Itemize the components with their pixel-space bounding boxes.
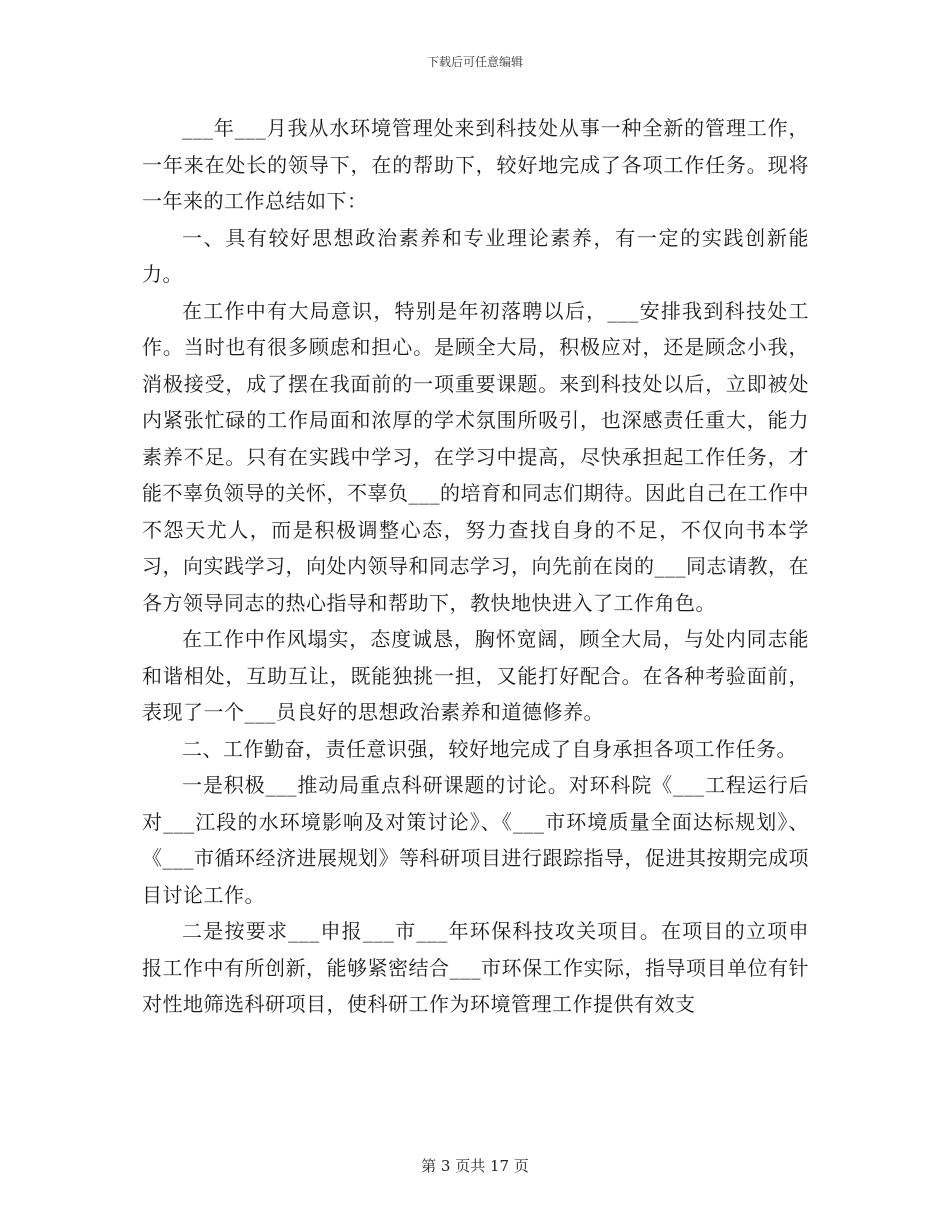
paragraph-heading-one: 一、具有较好思想政治素养和专业理论素养，有一定的实践创新能力。 (142, 225, 809, 286)
document-body (142, 110, 809, 1023)
page-number: 第 3 页共 17 页 (421, 1157, 529, 1175)
paragraph-heading-two: 二、工作勤奋，责任意识强，较好地完成了自身承担各项工作任务。 (182, 736, 797, 761)
paragraph-research-topics: 一是积极___推动局重点科研课题的讨论。对环科院《___工程运行后对___江段的水环境影响及对策讨论》、《___市环境质量全面达标规划》、《___市循环经济进展规划》等科研项目进行跟踪指导，促进其按期完成项目讨论工作。 (142, 773, 809, 907)
paragraph-big-picture: 在工作中有大局意识，特别是年初落聘以后，___安排我到科技处工作。当时也有很多顾虑和担心。是顾全大局，积极应对，还是顾念小我，消极接受，成了摆在我面前的一项重要课题。来到科技处以后，立即被处内紧张忙碌的工作局面和浓厚的学术氛围所吸引，也深感责任重大，能力素养不足。只有在实践中学习，在学习中提高，尽快承担起工作任务，才能不辜负领导的关怀，不辜负___的培育和同志们期待。因此自己在工作中不怨天尤人，而是积极调整心态，努力查找自身的不足，不仅向书本学习，向实践学习，向处内领导和同志学习，向先前在岗的___同志请教，在各方领导同志的热心指导和帮助下，教快地快进入了工作角色。 (142, 298, 809, 615)
paragraph-work-style: 在工作中作风塌实，态度诚恳，胸怀宽阔，顾全大局，与处内同志能和谐相处，互助互让，既能独挑一担，又能打好配合。在各种考验面前，表现了一个___员良好的思想政治素养和道德修养。 (142, 627, 809, 724)
paragraph-project-application: 二是按要求___申报___市___年环保科技攻关项目。在项目的立项申报工作中有所创新，能够紧密结合___市环保工作实际，指导项目单位有针对性地筛选科研项目，使科研工作为环境管理工作提供有效支 (142, 919, 809, 1016)
paragraph-intro: ___年___月我从水环境管理处来到科技处从事一种全新的管理工作，一年来在处长的领导下，在的帮助下，较好地完成了各项工作任务。现将一年来的工作总结如下： (142, 116, 809, 213)
page-header: 下载后可任意编辑 (426, 55, 523, 69)
